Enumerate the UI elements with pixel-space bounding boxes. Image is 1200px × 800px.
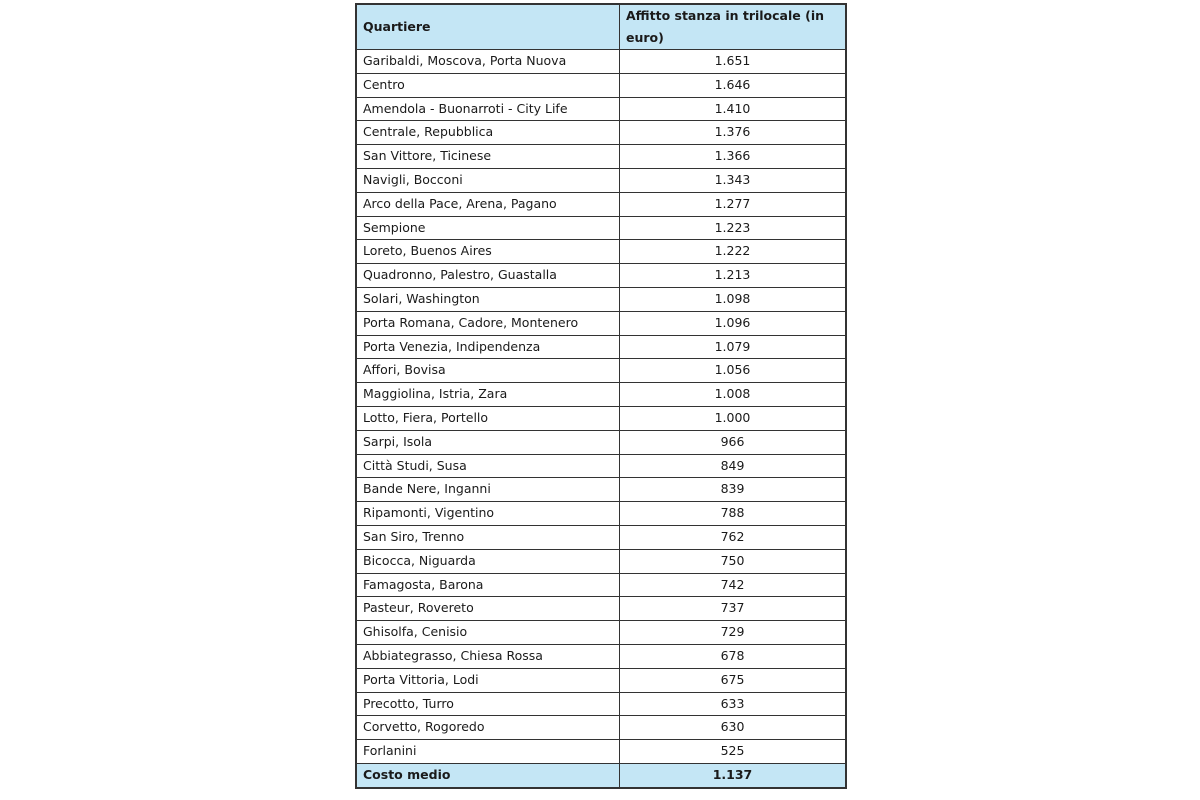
table-row [356, 525, 846, 549]
quartiere-cell: Famagosta, Barona [356, 573, 620, 597]
affitto-cell: 1.079 [620, 335, 847, 359]
table-row [356, 716, 846, 740]
quartiere-cell: Maggiolina, Istria, Zara [356, 383, 620, 407]
quartiere-cell: San Vittore, Ticinese [356, 145, 620, 169]
table-row [356, 73, 846, 97]
quartiere-cell: Pasteur, Rovereto [356, 597, 620, 621]
quartiere-cell: Affori, Bovisa [356, 359, 620, 383]
rent-table [355, 3, 847, 789]
affitto-cell: 839 [620, 478, 847, 502]
quartiere-cell: Ghisolfa, Cenisio [356, 621, 620, 645]
quartiere-cell: Centrale, Repubblica [356, 121, 620, 145]
affitto-cell: 966 [620, 430, 847, 454]
table-row [356, 454, 846, 478]
table-row [356, 287, 846, 311]
affitto-cell: 1.213 [620, 264, 847, 288]
affitto-cell: 1.223 [620, 216, 847, 240]
table-row [356, 121, 846, 145]
quartiere-cell: Solari, Washington [356, 287, 620, 311]
affitto-cell: 1.277 [620, 192, 847, 216]
quartiere-cell: Corvetto, Rogoredo [356, 716, 620, 740]
table-row [356, 621, 846, 645]
quartiere-cell: Ripamonti, Vigentino [356, 502, 620, 526]
quartiere-cell: San Siro, Trenno [356, 525, 620, 549]
affitto-cell: 1.410 [620, 97, 847, 121]
affitto-cell: 849 [620, 454, 847, 478]
affitto-cell: 1.098 [620, 287, 847, 311]
table-row [356, 50, 846, 74]
affitto-cell: 788 [620, 502, 847, 526]
affitto-cell: 1.366 [620, 145, 847, 169]
table-row [356, 335, 846, 359]
affitto-cell: 675 [620, 668, 847, 692]
affitto-cell: 1.008 [620, 383, 847, 407]
quartiere-cell: Sarpi, Isola [356, 430, 620, 454]
header-row [356, 4, 846, 50]
table-row [356, 430, 846, 454]
quartiere-cell: Porta Venezia, Indipendenza [356, 335, 620, 359]
table-row [356, 478, 846, 502]
table-row [356, 740, 846, 764]
affitto-cell: 1.646 [620, 73, 847, 97]
quartiere-cell: Arco della Pace, Arena, Pagano [356, 192, 620, 216]
quartiere-cell: Bande Nere, Inganni [356, 478, 620, 502]
affitto-cell: 630 [620, 716, 847, 740]
table-row [356, 192, 846, 216]
affitto-cell: 762 [620, 525, 847, 549]
quartiere-cell: Città Studi, Susa [356, 454, 620, 478]
affitto-cell: 742 [620, 573, 847, 597]
table-row [356, 97, 846, 121]
table-row [356, 597, 846, 621]
affitto-cell: 729 [620, 621, 847, 645]
affitto-cell: 525 [620, 740, 847, 764]
quartiere-cell: Navigli, Bocconi [356, 168, 620, 192]
footer-label: Costo medio [356, 763, 620, 787]
affitto-cell: 1.000 [620, 406, 847, 430]
header-quartiere: Quartiere [356, 4, 620, 50]
quartiere-cell: Centro [356, 73, 620, 97]
table-row [356, 502, 846, 526]
table-row [356, 359, 846, 383]
quartiere-cell: Abbiategrasso, Chiesa Rossa [356, 644, 620, 668]
table-row [356, 549, 846, 573]
affitto-cell: 1.376 [620, 121, 847, 145]
footer-value: 1.137 [620, 763, 847, 787]
affitto-cell: 1.651 [620, 50, 847, 74]
table-row [356, 406, 846, 430]
affitto-cell: 1.343 [620, 168, 847, 192]
table-body [356, 50, 846, 764]
table-row [356, 311, 846, 335]
affitto-cell: 1.222 [620, 240, 847, 264]
table-row [356, 383, 846, 407]
table-row [356, 668, 846, 692]
quartiere-cell: Loreto, Buenos Aires [356, 240, 620, 264]
affitto-cell: 1.096 [620, 311, 847, 335]
quartiere-cell: Porta Romana, Cadore, Montenero [356, 311, 620, 335]
affitto-cell: 678 [620, 644, 847, 668]
table-row [356, 216, 846, 240]
affitto-cell: 1.056 [620, 359, 847, 383]
table-row [356, 145, 846, 169]
quartiere-cell: Lotto, Fiera, Portello [356, 406, 620, 430]
quartiere-cell: Forlanini [356, 740, 620, 764]
quartiere-cell: Porta Vittoria, Lodi [356, 668, 620, 692]
quartiere-cell: Precotto, Turro [356, 692, 620, 716]
table-row [356, 644, 846, 668]
quartiere-cell: Sempione [356, 216, 620, 240]
quartiere-cell: Garibaldi, Moscova, Porta Nuova [356, 50, 620, 74]
affitto-cell: 750 [620, 549, 847, 573]
quartiere-cell: Bicocca, Niguarda [356, 549, 620, 573]
affitto-cell: 633 [620, 692, 847, 716]
table-row [356, 573, 846, 597]
quartiere-cell: Amendola - Buonarroti - City Life [356, 97, 620, 121]
table-row [356, 264, 846, 288]
header-affitto: Affitto stanza in trilocale (in euro) [620, 4, 847, 50]
table-row [356, 168, 846, 192]
quartiere-cell: Quadronno, Palestro, Guastalla [356, 264, 620, 288]
table-row [356, 240, 846, 264]
footer-row [356, 763, 846, 787]
table-row [356, 692, 846, 716]
affitto-cell: 737 [620, 597, 847, 621]
